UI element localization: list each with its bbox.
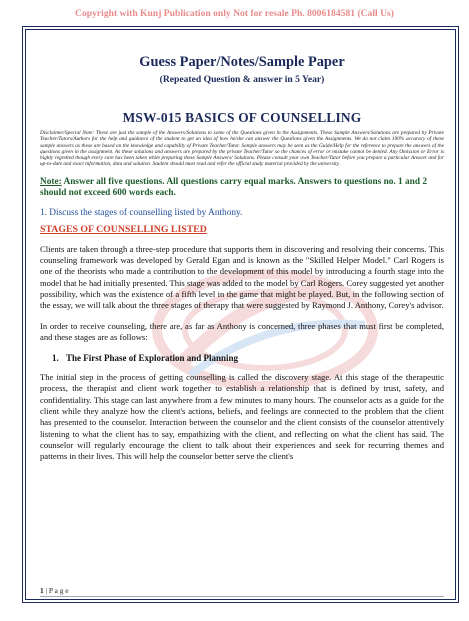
section-heading: STAGES OF COUNSELLING LISTED [40, 223, 207, 235]
page-number: 1 [40, 586, 44, 595]
page-footer [40, 586, 69, 595]
disclaimer-text: Disclaimer/Special Note: These are just the sample of the Answers/Solutions to some of the Questions given in the Assignments. These Sample Answers/Solutions are prepared by Private Teacher/Tutors/Authors for the help and guidance of the student to get an idea of how he/she can answer the Questions given the Assignments. We do not claim 100% accuracy of these sample answers as these are based on the knowledge and capability of Private Teacher/Tutor. Sample answers may be seen as the Guide/Help for the reference to prepare the answers of the questions given in the assignment. As these solutions and answers are prepared by the private Teacher/Tutor so the chances of error or mistake cannot be denied. Any Omission or Error is highly regretted though every care has been taken while preparing these Sample Answers/ Solutions. Please consult your own Teacher/Tutor before you prepare a particular Answer and for up-to-date and exact information, data and solution. Student should must read and refer the official study material provided by the university. [40, 130, 444, 168]
question-1: 1. Discuss the stages of counselling listed by Anthony. [40, 207, 243, 218]
header-subtitle-text: Repeated Question & answer in 5 Year [162, 74, 322, 85]
copyright-banner: Copyright with Kunj Publication only Not for resale Ph. 8006184581 (Call Us) [75, 8, 394, 19]
sub-heading-text: The First Phase of Exploration and Planning [66, 353, 239, 364]
page-label: P a g e [48, 586, 69, 595]
note-text: Answer all five questions. All questions carry equal marks. Answers to questions no. 1 and 2 should not exceed 600 words each. [40, 176, 427, 199]
course-title: MSW-015 BASICS OF COUNSELLING [122, 110, 362, 125]
sub-heading-number: 1. [52, 353, 59, 364]
footer-divider [40, 596, 444, 597]
header-subtitle-open: ( [159, 74, 163, 85]
header-subtitle [40, 74, 444, 85]
header-subtitle-close: ) [321, 74, 325, 85]
paragraph-3: The initial step in the process of getting counselling is called the discovery stage. At this stage of the therapeutic process, the therapist and client work together to establish a relationship that is defined by trust, safety, and confidentiality. This stage can last anywhere from a few minutes to many hours. The counselor acts as a guide for the client while they analyze how the client's actions, beliefs, and feelings are connected to the problem that the client has presented to the counselor. Interaction between the counselor and the client consists of the counselor attentively listening to what the client has to say, empathizing with the client, and reflecting on what the client has said. The counselor will regularly encourage the client to talk about their experiences and seek for recurring themes and patterns in their lives. This will help the counselor better serve the client's [40, 372, 444, 462]
assignment-note [40, 177, 444, 200]
sub-heading [52, 353, 444, 363]
paragraph-2: In order to receive counseling, there are, as far as Anthony is concerned, three phases that must first be completed, and these stages are as follows: [40, 320, 444, 342]
note-label: Note: [40, 176, 62, 187]
page-content [40, 54, 444, 463]
page-separator: | [43, 586, 49, 595]
header-title: Guess Paper/Notes/Sample Paper [139, 54, 345, 70]
paragraph-1: Clients are taken through a three-step procedure that supports them in discovering and resolving their concerns. This counseling framework was developed by Gerald Egan and is known as the "Skilled Helper Model." Carl Rogers is one of the theorists who made a contribution to the development of this model by introducing a fourth stage into the model that he had initially presented. This stage was added to the model by Carl Rogers. Corey suggested yet another possibility, which was the existence of a fifth level in the game that might be played. But, in the following section of the essay, we will talk about the three stages of therapy that were suggested by Raymond J. Anthony, Corey's advisor. [40, 243, 444, 311]
